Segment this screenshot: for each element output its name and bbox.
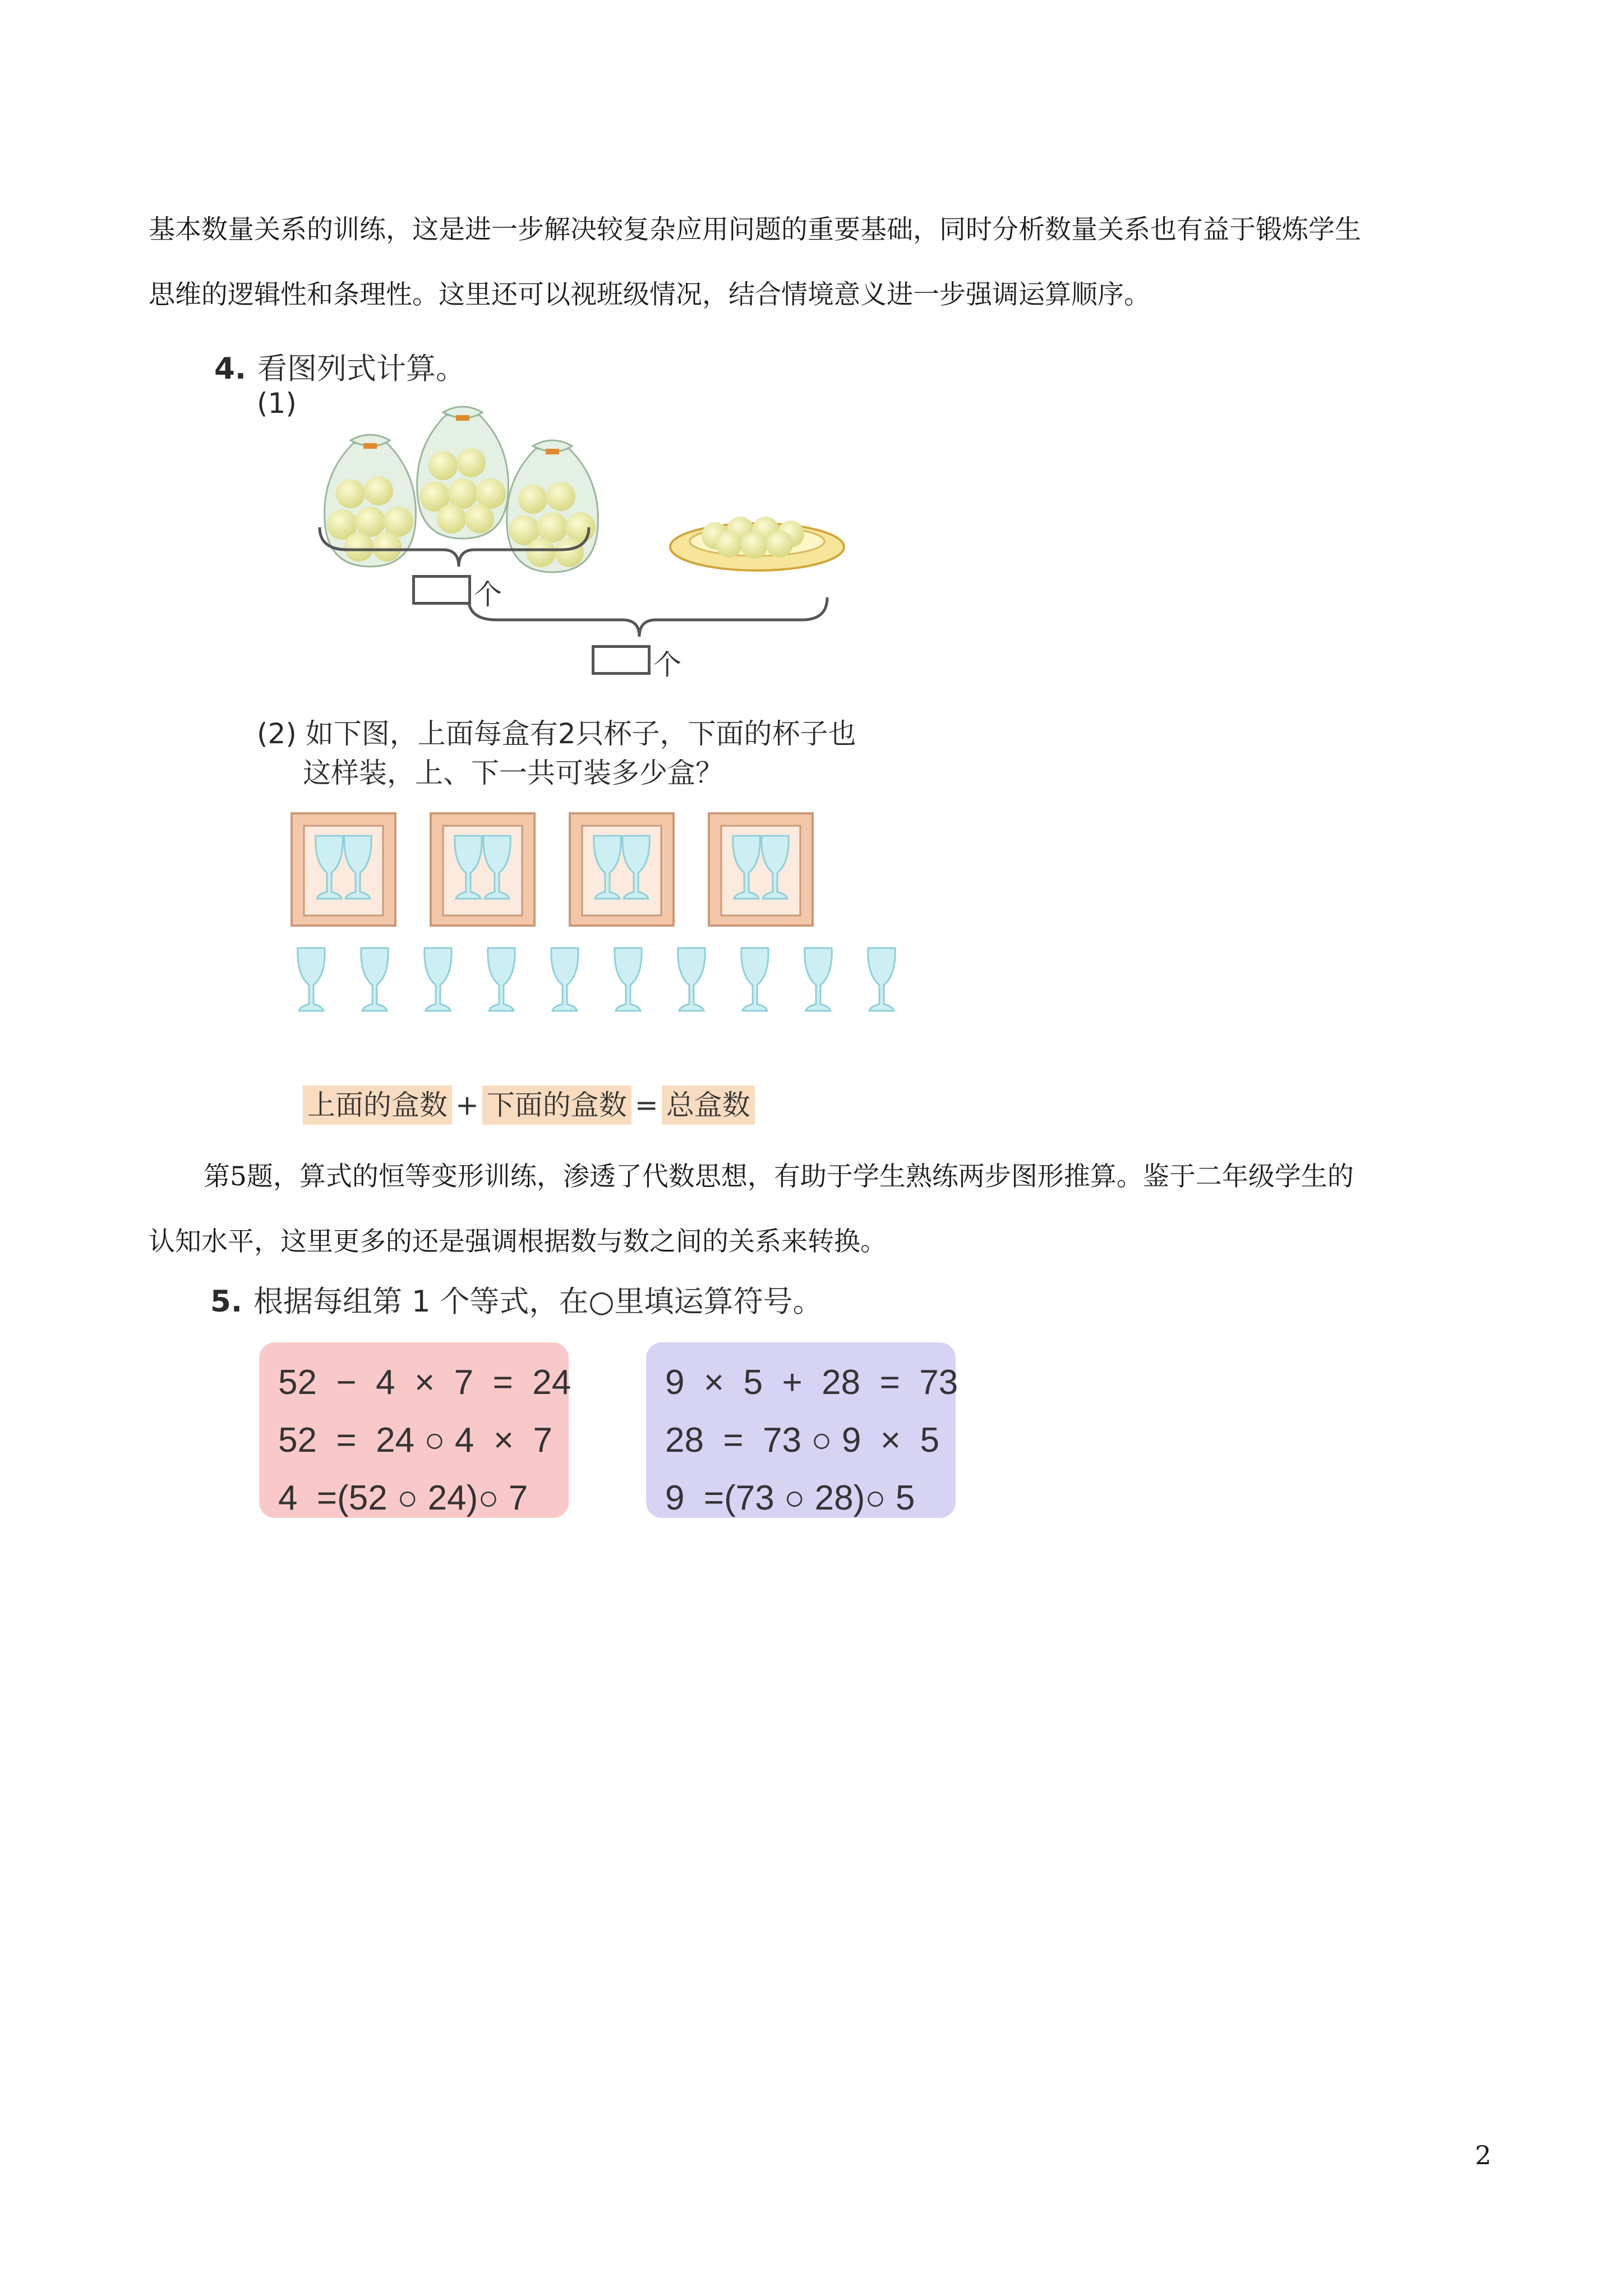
exercise-4-title: 看图列式计算。 (257, 352, 466, 386)
pear-bag-icon (417, 407, 509, 539)
cup-box-icon (709, 813, 813, 926)
answer-box-1[interactable] (412, 575, 471, 605)
exercise-5-number: 5. (210, 1285, 243, 1319)
pear-bag-icon (325, 435, 416, 567)
cup-box-icon (431, 813, 534, 926)
equation-line: 9 =(73 ○ 28)○ 5 (665, 1479, 915, 1517)
bracket-total (468, 597, 827, 637)
loose-cup-icon (678, 948, 705, 1011)
pear-bag-icon (507, 440, 598, 572)
equation-group-right (646, 1342, 956, 1518)
loose-cup-icon (361, 948, 388, 1011)
word-result: 总盒数 (662, 1085, 755, 1125)
exercise-5-title: 根据每组第 1 个等式，在○里填运算符号。 (253, 1285, 823, 1319)
equals-sign: = (634, 1089, 658, 1121)
page-number: 2 (1475, 2140, 1492, 2170)
equation-group-left (259, 1342, 569, 1518)
part-2-line-1: (2) 如下图，上面每盒有2只杯子，下面的杯子也 (257, 717, 856, 750)
word-term-1: 上面的盒数 (303, 1085, 452, 1125)
pears-illustration (303, 393, 864, 684)
intro-line-1: 基本数量关系的训练，这是进一步解决较复杂应用问题的重要基础，同时分析数量关系也有益于锻炼学生 (149, 214, 1361, 245)
part-2-line-2: 这样装，上、下一共可装多少盒？ (303, 757, 723, 789)
loose-cup-icon (298, 948, 325, 1011)
equation-line: 52 = 24 ○ 4 × 7 (278, 1421, 553, 1460)
exercise-4-number: 4. (214, 352, 247, 386)
loose-cup-icon (741, 948, 768, 1011)
unit-label-2: 个 (653, 648, 681, 681)
pear-plate-icon (670, 517, 844, 570)
commentary-paragraph (149, 1144, 1495, 1274)
equation-line: 52 − 4 × 7 = 24 (278, 1363, 571, 1402)
intro-paragraph (149, 197, 1495, 328)
commentary-line-2: 认知水平，这里更多的还是强调根据数与数之间的关系来转换。 (149, 1226, 887, 1257)
exercise-5-heading (210, 1278, 823, 1320)
loose-cup-icon (615, 948, 642, 1011)
loose-cup-icon (488, 948, 515, 1011)
unit-label-1: 个 (474, 578, 502, 611)
commentary-line-1: 第5题，算式的恒等变形训练，渗透了代数思想，有助于学生熟练两步图形推算。鉴于二年级学生的 (204, 1161, 1354, 1192)
loose-cup-icon (551, 948, 578, 1011)
cups-illustration (286, 808, 931, 1043)
plus-sign: + (455, 1089, 479, 1121)
intro-line-2: 思维的逻辑性和条理性。这里还可以视班级情况，结合情境意义进一步强调运算顺序。 (149, 279, 1150, 310)
exercise-4-heading (214, 345, 465, 388)
equation-line: 9 × 5 + 28 = 73 (665, 1363, 958, 1402)
cup-box-icon (292, 813, 395, 926)
cup-box-icon (570, 813, 674, 926)
part-1-label: (1) (257, 387, 297, 420)
loose-cup-icon (805, 948, 832, 1011)
loose-cup-icon (425, 948, 451, 1011)
answer-box-2[interactable] (592, 645, 651, 675)
word-term-2: 下面的盒数 (482, 1085, 631, 1125)
equation-line: 4 =(52 ○ 24)○ 7 (278, 1479, 528, 1517)
word-equation (303, 1083, 755, 1123)
loose-cup-icon (868, 948, 895, 1011)
equation-line: 28 = 73 ○ 9 × 5 (665, 1421, 940, 1460)
